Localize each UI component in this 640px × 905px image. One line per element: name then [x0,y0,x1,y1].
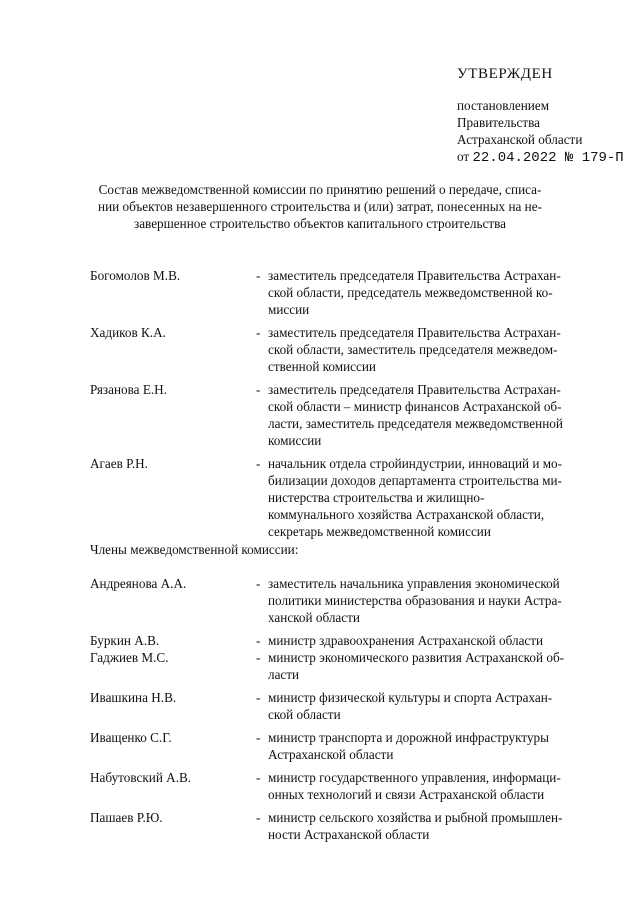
person-name: Хадиков К.А. [90,325,166,340]
person-name: Гаджиев М.С. [90,650,169,665]
role-line: ской области, председатель межведомственной ко- [268,285,553,300]
dash-separator: - [256,650,261,665]
person-role [268,769,620,803]
document-title [90,181,550,232]
role-line: комиссии [268,433,322,448]
approval-date-number: 22.04.2022 № 179-П [472,150,624,166]
person-role [268,267,620,318]
role-line: нистерства строительства и жилищно- [268,490,485,505]
dash-separator: - [256,690,261,705]
person-name: Пашаев Р.Ю. [90,810,163,825]
role-line: ственной комиссии [268,359,376,374]
person-row [90,381,620,449]
person-row [90,324,620,375]
approval-heading: УТВЕРЖДЕН [457,66,553,82]
role-line: политики министерства образования и науки Астра- [268,593,562,608]
person-role [268,632,620,649]
person-row [90,632,620,649]
title-line: Состав межведомственной комиссии по принятию решений о передаче, списа- [98,182,542,197]
role-line: секретарь межведомственной комиссии [268,524,491,539]
person-role [268,381,620,449]
person-role [268,809,620,843]
approval-line: Астраханской области [457,132,583,147]
members-heading: Члены межведомственной комиссии: [90,542,299,557]
role-line: ской области – министр финансов Астраханской об- [268,399,562,414]
person-row [90,729,620,763]
person-row [90,575,620,626]
person-role [268,455,620,540]
person-name: Агаев Р.Н. [90,456,148,471]
dash-separator: - [256,325,261,340]
person-row [90,455,620,540]
approval-line: Правительства [457,115,540,130]
role-line: министр здравоохранения Астраханской области [268,633,544,648]
role-line: министр экономического развития Астраханской об- [268,650,565,665]
role-line: ханской области [268,610,360,625]
person-name: Иващенко С.Г. [90,730,172,745]
person-role [268,729,620,763]
approval-line: постановлением [457,98,550,113]
dash-separator: - [256,576,261,591]
person-row [90,267,620,318]
person-row [90,769,620,803]
role-line: ской области, заместитель председателя межведом- [268,342,558,357]
dash-separator: - [256,382,261,397]
dash-separator: - [256,268,261,283]
role-line: начальник отдела стройиндустрии, инноваций и мо- [268,456,563,471]
role-line: заместитель председателя Правительства Астрахан- [268,268,561,283]
approval-date-line [457,148,637,167]
dash-separator: - [256,456,261,471]
role-line: заместитель председателя Правительства Астрахан- [268,382,561,397]
role-line: коммунального хозяйства Астраханской области, [268,507,545,522]
person-name: Ивашкина Н.В. [90,690,177,705]
person-row [90,809,620,843]
role-line: министр государственного управления, информаци- [268,770,561,785]
dash-separator: - [256,770,261,785]
person-name: Богомолов М.В. [90,268,181,283]
dash-separator: - [256,633,261,648]
role-line: ности Астраханской области [268,827,430,842]
person-row [90,689,620,723]
person-name: Андреянова А.А. [90,576,187,591]
person-row [90,649,620,683]
title-line: завершенное строительство объектов капитального строительства [133,216,507,231]
role-line: министр сельского хозяйства и рыбной промышлен- [268,810,563,825]
title-line: нии объектов незавершенного строительства и (или) затрат, понесенных на не- [98,199,542,214]
role-line: ской области [268,707,341,722]
approval-date-prefix: от [457,149,470,164]
role-line: Астраханской области [268,747,394,762]
role-line: билизации доходов департамента строительства ми- [268,473,562,488]
members-list [90,575,620,843]
role-line: заместитель председателя Правительства Астрахан- [268,325,561,340]
person-name: Рязанова Е.Н. [90,382,167,397]
role-line: министр физической культуры и спорта Астрахан- [268,690,553,705]
person-role [268,649,620,683]
role-line: онных технологий и связи Астраханской области [268,787,545,802]
person-role [268,575,620,626]
dash-separator: - [256,810,261,825]
role-line: миссии [268,302,310,317]
role-line: заместитель начальника управления экономической [268,576,560,591]
person-role [268,689,620,723]
approval-block [457,66,637,167]
person-name: Буркин А.В. [90,633,160,648]
person-name: Набутовский А.В. [90,770,192,785]
role-line: ласти [268,667,300,682]
role-line: ласти, заместитель председателя межведомственной [268,416,563,431]
dash-separator: - [256,730,261,745]
leadership-list [90,267,620,540]
role-line: министр транспорта и дорожной инфраструктуры [268,730,550,745]
person-role [268,324,620,375]
